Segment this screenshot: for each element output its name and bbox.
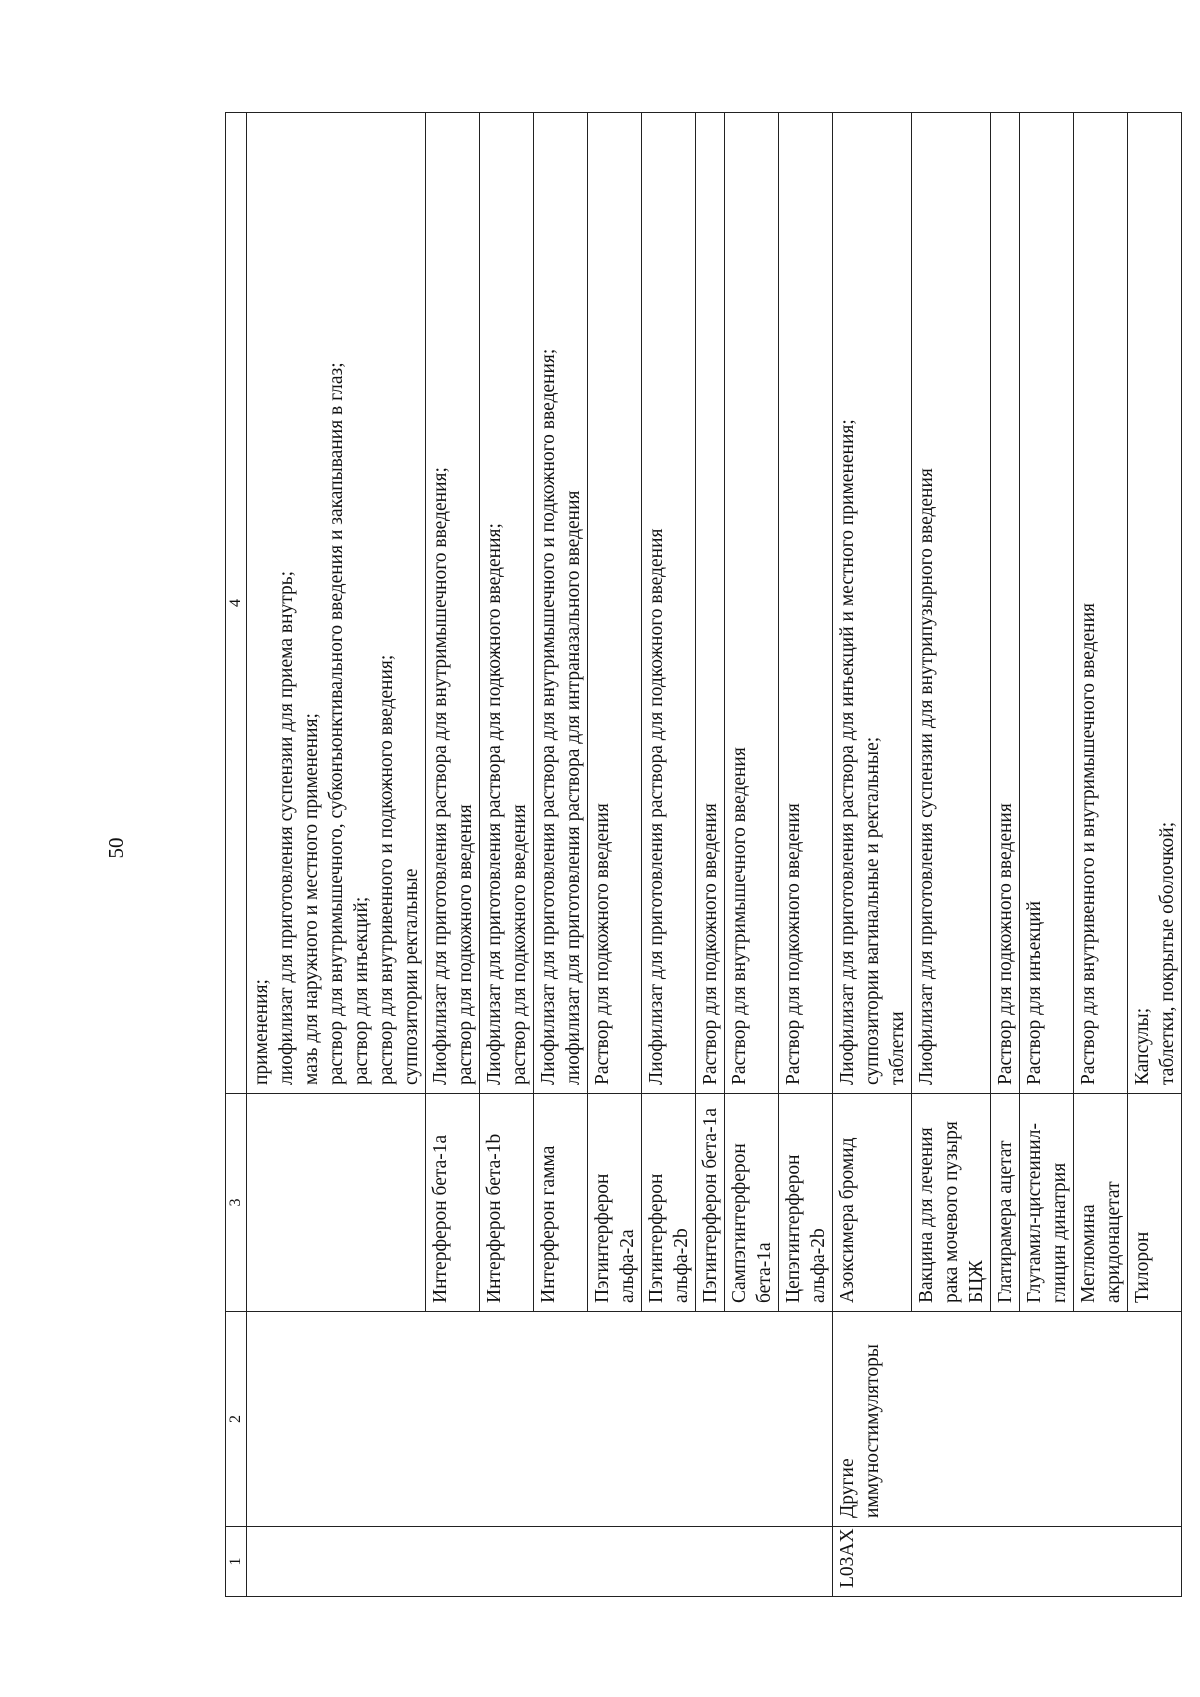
form-cell [725,113,779,1094]
drug-name-cell [247,1094,426,1312]
form-line: раствор для внутримышечного, субконъюнктивального введения и закапывания в глаз; [326,362,347,1085]
group-cell: Другие иммуностимуляторы [833,1312,1182,1527]
form-line: раствор для подкожного введения [455,804,476,1085]
drug-table [225,112,1182,1597]
page-number: 50 [104,837,128,859]
form-cell [1020,113,1074,1094]
drug-name-cell: Цепэгинтерферон альфа-2b [779,1094,833,1312]
form-cell [779,113,833,1094]
group-cell [247,1312,833,1527]
header-col-3: 3 [226,1094,247,1312]
form-cell [696,113,725,1094]
drug-name-cell: Тилорон [1128,1094,1182,1312]
form-line: раствор для внутривенного и подкожного введения; [376,654,397,1085]
drug-name-cell: Пэгинтерферон альфа-2b [642,1094,696,1312]
header-col-4: 4 [226,113,247,1094]
form-line: Раствор для инъекций [1024,900,1045,1085]
header-row [226,113,247,1597]
form-cell [1074,113,1128,1094]
table-row [833,113,912,1597]
drug-name-cell: Пэгинтерферон альфа-2a [588,1094,642,1312]
form-cell [991,113,1020,1094]
form-line: Лиофилизат для приготовления раствора для внутримышечного и подкожного введения; [538,348,559,1085]
code-cell: L03AX [833,1527,1182,1597]
form-line: Раствор для подкожного введения [700,803,721,1085]
form-line: таблетки, покрытые оболочкой; [1157,821,1178,1085]
drug-name-cell: Вакцина для лечения рака мочевого пузыря БЦЖ [912,1094,991,1312]
form-line: Лиофилизат для приготовления суспензии для внутрипузырного введения [916,468,937,1085]
form-line: Раствор для подкожного введения [592,803,613,1085]
form-line: Лиофилизат для приготовления раствора для подкожного введения; [484,523,505,1085]
drug-name-cell: Интерферон бета-1a [426,1094,480,1312]
form-line: Раствор для подкожного введения [783,803,804,1085]
form-line: таблетки [887,1011,908,1085]
form-cell [912,113,991,1094]
form-cell [1128,113,1182,1094]
drug-name-cell: Пэгинтерферон бета-1a [696,1094,725,1312]
form-line: Лиофилизат для приготовления раствора для инъекций и местного применения; [837,419,858,1085]
drug-name-cell: Интерферон гамма [534,1094,588,1312]
form-line: Капсулы; [1132,1007,1153,1085]
form-cell [426,113,480,1094]
code-cell [247,1527,833,1597]
drug-name-cell: Азоксимера бромид [833,1094,912,1312]
form-line: лиофилизат для приготовления раствора для интраназального введения [563,490,584,1085]
form-cell [588,113,642,1094]
form-cell [480,113,534,1094]
form-cell [642,113,696,1094]
drug-name-cell: Глутамил-цистеинил-глицин динатрия [1020,1094,1074,1312]
form-line: Раствор для внутривенного и внутримышечного введения [1078,603,1099,1085]
form-line: применения; [251,979,272,1085]
form-line: Лиофилизат для приготовления раствора для подкожного введения [646,528,667,1085]
drug-name-cell: Глатирамера ацетат [991,1094,1020,1312]
form-line: Раствор для внутримышечного введения [729,747,750,1085]
table-row [247,113,426,1597]
form-line: раствор для инъекций; [351,896,372,1085]
form-line: суппозитории ректальные [401,868,422,1085]
form-cell [534,113,588,1094]
drug-name-cell: Сампэгинтерферон бета-1a [725,1094,779,1312]
form-line: лиофилизат для приготовления суспензии для приема внутрь; [276,570,297,1085]
rotated-table-container [225,112,1178,1597]
drug-name-cell: Меглюмина акридонацетат [1074,1094,1128,1312]
header-col-2: 2 [226,1312,247,1527]
form-line: раствор для подкожного введения [509,804,530,1085]
form-line: мазь для наружного и местного применения; [301,713,322,1085]
form-cell [247,113,426,1094]
form-line: Лиофилизат для приготовления раствора для внутримышечного введения; [430,467,451,1085]
drug-name-cell: Интерферон бета-1b [480,1094,534,1312]
form-cell [833,113,912,1094]
form-line: Раствор для подкожного введения [995,803,1016,1085]
header-col-1: 1 [226,1527,247,1597]
form-line: суппозитории вагинальные и ректальные; [862,736,883,1085]
